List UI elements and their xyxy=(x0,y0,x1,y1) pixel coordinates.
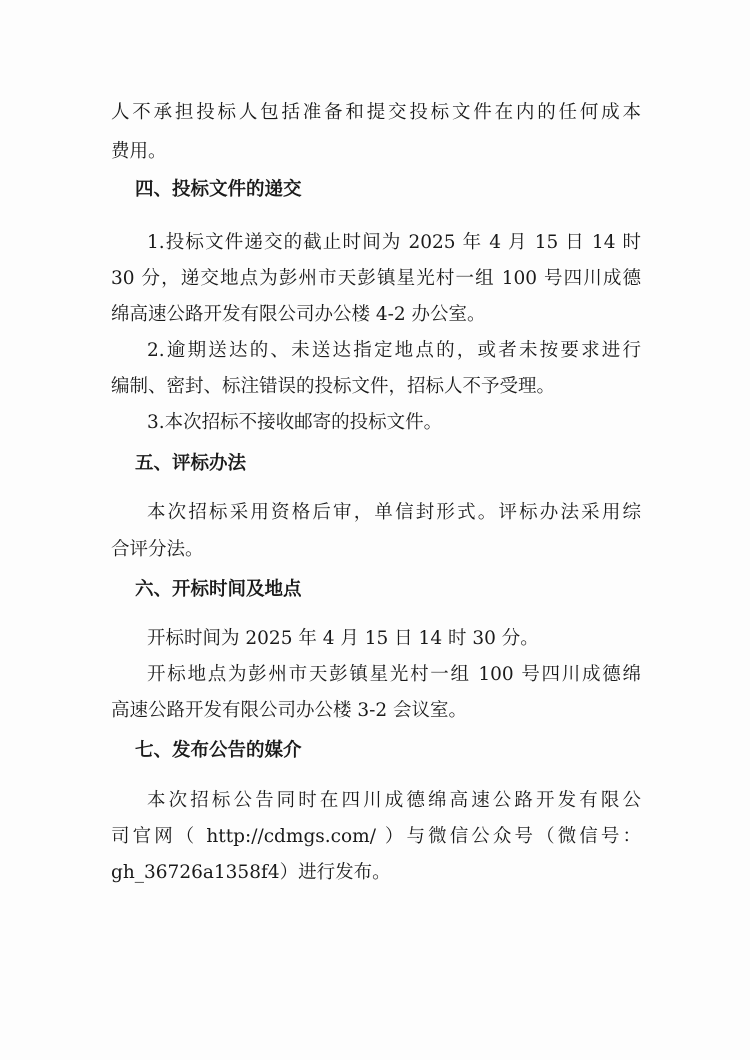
paragraph-line: 本次招标采用资格后审，单信封形式。评标办法采用综 xyxy=(147,502,641,523)
paragraph-line: 开标地点为彭州市天彭镇星光村一组 100 号四川成德绵 xyxy=(147,664,641,685)
section-heading-evaluation: 五、评标办法 xyxy=(135,453,247,474)
paragraph-line: 人不承担投标人包括准备和提交投标文件在内的任何成本 xyxy=(111,102,641,123)
paragraph-line: 30 分，递交地点为彭州市天彭镇星光村一组 100 号四川成德 xyxy=(111,268,641,289)
paragraph-line: gh_36726a1358f4）进行发布。 xyxy=(111,862,391,883)
paragraph-line: 司官网（ http://cdmgs.com/ ）与微信公众号（微信号： xyxy=(111,826,641,847)
section-heading-media: 七、发布公告的媒介 xyxy=(135,740,302,761)
paragraph-line: 编制、密封、标注错误的投标文件，招标人不予受理。 xyxy=(111,376,556,397)
paragraph-line: 绵高速公路开发有限公司办公楼 4-2 办公室。 xyxy=(111,304,486,325)
paragraph-line: 高速公路开发有限公司办公楼 3-2 会议室。 xyxy=(111,700,468,721)
paragraph-line: 3.本次招标不接收邮寄的投标文件。 xyxy=(147,412,443,433)
paragraph-line: 合评分法。 xyxy=(111,539,204,560)
section-heading-opening: 六、开标时间及地点 xyxy=(135,579,302,600)
paragraph-line: 2.逾期送达的、未送达指定地点的，或者未按要求进行 xyxy=(147,340,641,361)
paragraph-line: 开标时间为 2025 年 4 月 15 日 14 时 30 分。 xyxy=(147,628,539,649)
paragraph-line: 本次招标公告同时在四川成德绵高速公路开发有限公 xyxy=(147,790,641,811)
paragraph-line: 1.投标文件递交的截止时间为 2025 年 4 月 15 日 14 时 xyxy=(147,232,641,253)
paragraph-line: 费用。 xyxy=(111,141,167,162)
section-heading-submission: 四、投标文件的递交 xyxy=(135,179,302,200)
